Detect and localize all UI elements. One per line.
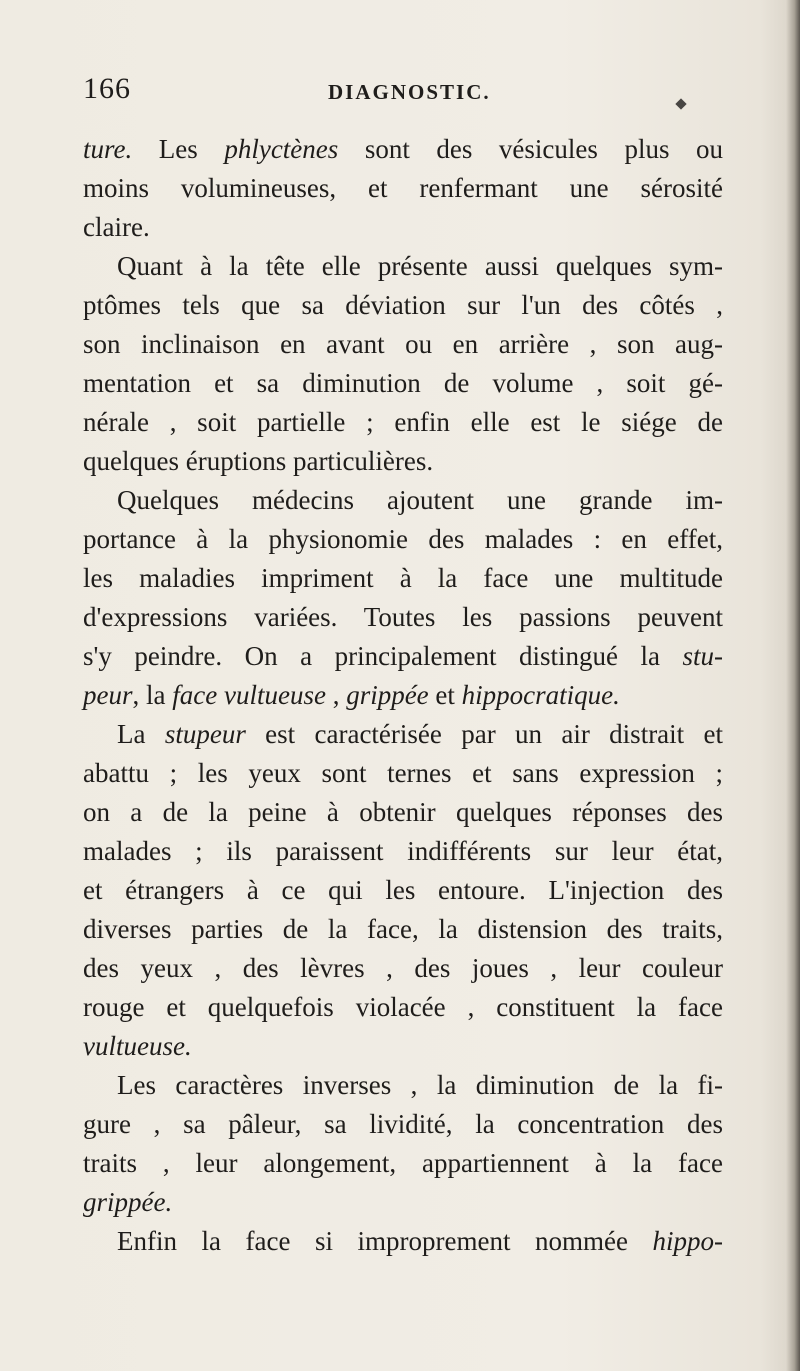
text-line	[83, 247, 723, 286]
italic-text: phlyctènes	[224, 134, 339, 164]
text-run: Quelques médecins ajoutent une grande im-	[117, 485, 723, 515]
italic-text: hippo-	[652, 1226, 723, 1256]
text-line	[83, 1222, 723, 1261]
page-edge-shadow	[786, 0, 800, 1371]
text-run: quelques éruptions particulières.	[83, 446, 434, 476]
text-line	[83, 871, 723, 910]
text-run: on a de la peine à obtenir quelques réponses des	[83, 797, 723, 827]
text-run: portance à la physionomie des malades : en effet,	[83, 524, 723, 554]
text-run: abattu ; les yeux sont ternes et sans expression ;	[83, 758, 723, 788]
text-line	[83, 325, 723, 364]
text-line	[83, 286, 723, 325]
text-run: ,	[325, 680, 347, 710]
text-run: les maladies impriment à la face une multitude	[83, 563, 723, 593]
running-head: DIAGNOSTIC.	[328, 80, 491, 104]
italic-text: vultueuse.	[83, 1031, 192, 1061]
text-line	[83, 1066, 723, 1105]
text-line	[83, 832, 723, 871]
page-number: 166	[83, 72, 131, 105]
text-run: rouge et quelquefois violacée , constituent la face	[83, 992, 723, 1022]
text-line	[83, 169, 723, 208]
text-run: La	[117, 719, 165, 749]
text-run: Les	[132, 134, 225, 164]
body-text	[83, 130, 723, 1261]
text-line	[83, 715, 723, 754]
text-run: claire.	[83, 212, 150, 242]
text-line	[83, 793, 723, 832]
italic-text: grippée	[346, 680, 429, 710]
text-run: ptômes tels que sa déviation sur l'un des côtés ,	[83, 290, 723, 320]
text-line	[83, 559, 723, 598]
text-run: diverses parties de la face, la distension des traits,	[83, 914, 723, 944]
text-run: , la	[132, 680, 173, 710]
italic-text: peur	[83, 680, 133, 710]
text-line	[83, 988, 723, 1027]
text-line	[83, 520, 723, 559]
text-run: gure , sa pâleur, sa lividité, la concentration des	[83, 1109, 723, 1139]
text-run: son inclinaison en avant ou en arrière , son aug-	[83, 329, 723, 359]
text-run: sont des vésicules plus ou	[338, 134, 723, 164]
text-line	[83, 910, 723, 949]
italic-text: hippocratique.	[461, 680, 620, 710]
text-run: s'y peindre. On a principalement distingué la	[83, 641, 683, 671]
text-run: Quant à la tête elle présente aussi quelques sym-	[117, 251, 723, 281]
text-run: d'expressions variées. Toutes les passions peuvent	[83, 602, 723, 632]
text-line	[83, 949, 723, 988]
italic-text: face vultueuse	[172, 680, 326, 710]
text-line	[83, 1105, 723, 1144]
italic-text: grippée.	[83, 1187, 173, 1217]
text-run: nérale , soit partielle ; enfin elle est le siége de	[83, 407, 723, 437]
text-line	[83, 130, 723, 169]
text-line	[83, 481, 723, 520]
text-line	[83, 364, 723, 403]
text-line	[83, 1027, 723, 1066]
text-line	[83, 754, 723, 793]
text-run: mentation et sa diminution de volume , soit gé-	[83, 368, 723, 398]
italic-text: stupeur	[164, 719, 246, 749]
text-line	[83, 442, 723, 481]
text-run: des yeux , des lèvres , des joues , leur couleur	[83, 953, 723, 983]
text-line	[83, 676, 723, 715]
text-run: Enfin la face si improprement nommée	[117, 1226, 653, 1256]
text-line	[83, 637, 723, 676]
italic-text: ture.	[83, 134, 133, 164]
text-line	[83, 1144, 723, 1183]
text-line	[83, 598, 723, 637]
text-line	[83, 1183, 723, 1222]
page-header	[83, 72, 723, 112]
text-run: et	[428, 680, 462, 710]
text-run: moins volumineuses, et renfermant une sérosité	[83, 173, 723, 203]
text-run: malades ; ils paraissent indifférents sur leur état,	[83, 836, 723, 866]
text-run: et étrangers à ce qui les entoure. L'injection des	[83, 875, 723, 905]
italic-text: stu-	[682, 641, 723, 671]
text-line	[83, 403, 723, 442]
text-run: traits , leur alongement, appartiennent à la face	[83, 1148, 723, 1178]
text-line	[83, 208, 723, 247]
text-run: est caractérisée par un air distrait et	[245, 719, 723, 749]
text-run: Les caractères inverses , la diminution de la fi-	[117, 1070, 723, 1100]
